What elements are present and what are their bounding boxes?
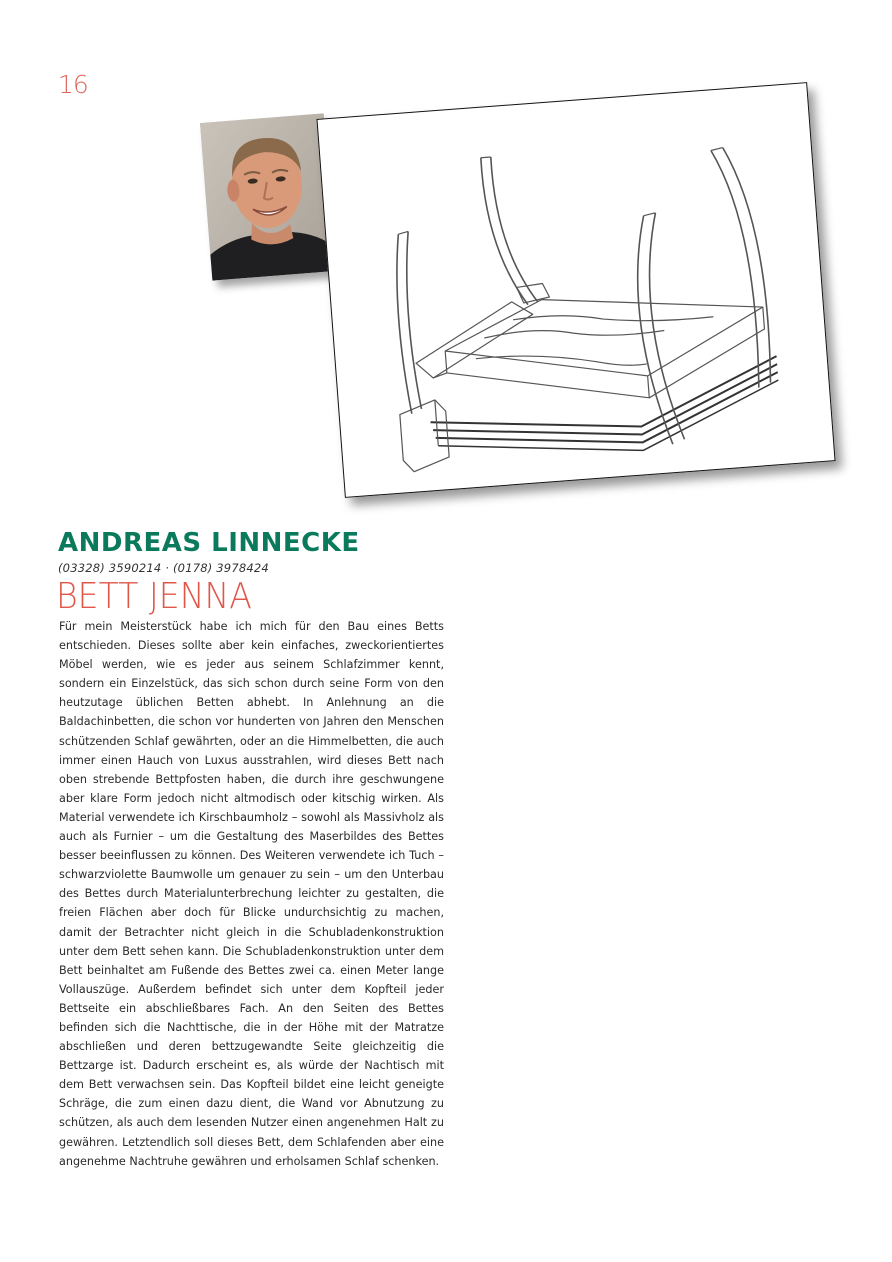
author-name: ANDREAS LINNECKE xyxy=(58,528,360,558)
bed-sketch xyxy=(316,82,835,498)
body-text: Für mein Meisterstück habe ich mich für den Bau eines Betts entschieden. Dieses sollte aber kein einfaches, zweckorientiertes Möbel werden, wie es jeder aus seinem Schlafzimmer kennt, sondern ein Einzelstück, das sich schon durch seine Form von den heutzutage üblichen Betten abhebt. In Anlehnung an die Baldachinbetten, die schon vor hunderten von Jahren den Menschen schützenden Schlaf gewährten, oder an die Himmelbetten, die auch immer einen Hauch von Luxus ausstrahlen, wird dieses Bett nach oben strebende Bettpfosten haben, die durch ihre geschwungene aber klare Form jedoch nicht altmodisch oder kitschig wirken. Als Material verwendete ich Kirschbaumholz – sowohl als Massivholz als auch als Furnier – um die Gestaltung des Maserbildes des Bettes besser beeinflussen zu können. Des Weiteren verwendete ich Tuch – schwarzviolette Baumwolle um genauer zu sein – um den Unterbau des Bettes durch Materialunterbrechung leichter zu gestalten, die freien Flächen aber doch für Blicke undurchsichtig zu machen, damit der Betrachter nicht gleich in die Schubladenkonstruktion unter dem Bett sehen kann. Die Schubladenkonstruktion unter dem Bett beinhaltet am Fußende des Bettes zwei ca. einen Meter lange Vollauszüge. Außerdem befindet sich unter dem Kopfteil jeder Bettseite ein abschließbares Fach. An den Seiten des Bettes befinden sich die Nachttische, die in der Höhe mit der Matratze abschließen und deren bettzugewandte Seite gleichzeitig die Bettzarge ist. Dadurch erscheint es, als würde der Nachtisch mit dem Bett verwachsen sein. Das Kopfteil bildet eine leicht geneigte Schräge, die zum einen dazu dient, die Wand vor Abnutzung zu schützen, als auch dem lesenden Nutzer einen angenehmen Halt zu gewähren. Letztendlich soll dieses Bett, dem Schlafenden aber eine angenehme Nachtruhe gewähren und erholsamen Schlaf schenken. xyxy=(59,620,444,1168)
project-title: BETT JENNA xyxy=(56,576,252,617)
page-number: 16 xyxy=(58,70,88,99)
author-phone: (03328) 3590214 · (0178) 3978424 xyxy=(58,561,269,575)
portrait-photo xyxy=(200,113,336,280)
